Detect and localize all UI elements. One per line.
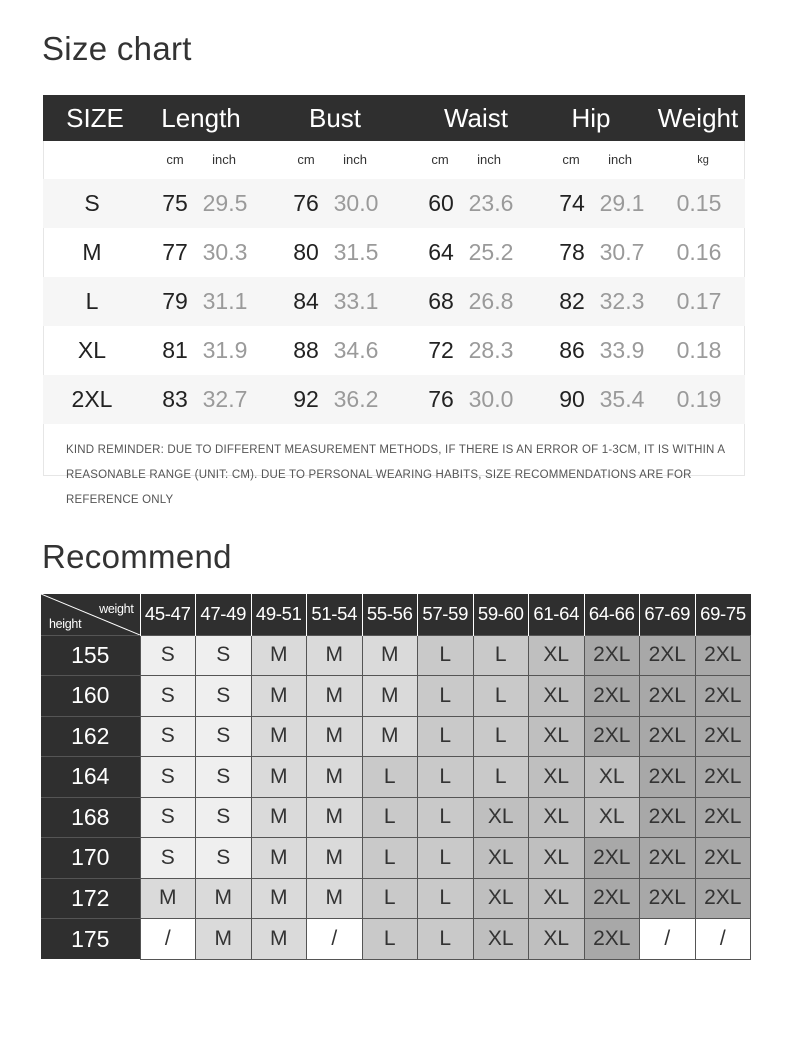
size-cell-weight: 0.16	[676, 239, 722, 265]
recommended-size-cell: 2XL	[640, 797, 696, 838]
recommended-size-cell: 2XL	[584, 838, 640, 879]
size-row	[43, 228, 745, 277]
recommended-size-cell: XL	[529, 635, 585, 676]
recommended-size-cell: M	[307, 676, 363, 717]
weight-range-header: 45-47	[140, 594, 196, 635]
size-cell-hip-cm: 86	[559, 337, 585, 363]
size-chart-header	[43, 95, 745, 141]
size-cell-weight: 0.17	[676, 288, 722, 314]
weight-range-header: 67-69	[640, 594, 696, 635]
recommended-size-cell: L	[418, 676, 474, 717]
recommended-size-cell: L	[362, 878, 418, 919]
weight-range-header: 57-59	[418, 594, 474, 635]
header-weight: Weight	[657, 103, 739, 133]
height-row	[41, 797, 751, 838]
size-cell-bust-cm: 92	[293, 386, 319, 412]
height-label: 172	[41, 878, 140, 919]
recommended-size-cell: S	[196, 635, 252, 676]
recommended-size-cell: S	[140, 757, 196, 798]
recommended-size-cell: M	[140, 878, 196, 919]
recommended-size-cell: L	[418, 797, 474, 838]
weight-range-header: 69-75	[695, 594, 751, 635]
size-cell-length-in: 30.3	[202, 239, 248, 265]
recommended-size-cell: M	[307, 716, 363, 757]
recommended-size-cell: 2XL	[584, 716, 640, 757]
header-size: SIZE	[66, 103, 124, 133]
recommended-size-cell: S	[196, 757, 252, 798]
recommended-size-cell: L	[362, 838, 418, 879]
size-cell-size: 2XL	[71, 386, 113, 412]
height-row	[41, 838, 751, 879]
header-length: Length	[161, 103, 241, 133]
size-cell-hip-in: 32.3	[599, 288, 645, 314]
recommended-size-cell: M	[251, 797, 307, 838]
recommended-size-cell: L	[473, 757, 529, 798]
recommended-size-cell: L	[473, 716, 529, 757]
height-label: 162	[41, 716, 140, 757]
size-cell-hip-in: 35.4	[599, 386, 645, 412]
recommended-size-cell: L	[362, 919, 418, 960]
recommended-size-cell: L	[362, 757, 418, 798]
recommended-size-cell: 2XL	[584, 676, 640, 717]
recommended-size-cell: 2XL	[695, 797, 751, 838]
recommended-size-cell: M	[196, 878, 252, 919]
recommended-size-cell: XL	[473, 797, 529, 838]
recommended-size-cell: S	[140, 676, 196, 717]
size-cell-bust-in: 33.1	[333, 288, 379, 314]
unit-bust-cm: cm	[297, 152, 315, 167]
recommended-size-cell: L	[418, 635, 474, 676]
height-label: 155	[41, 635, 140, 676]
size-cell-length-in: 31.9	[202, 337, 248, 363]
size-cell-waist-cm: 68	[428, 288, 454, 314]
unit-bust-inch: inch	[343, 152, 367, 167]
recommended-size-cell: M	[251, 838, 307, 879]
size-cell-bust-cm: 88	[293, 337, 319, 363]
recommended-size-cell: /	[640, 919, 696, 960]
recommended-size-cell: S	[196, 676, 252, 717]
size-cell-waist-in: 30.0	[468, 386, 514, 412]
weight-range-header: 51-54	[307, 594, 363, 635]
recommended-size-cell: S	[196, 716, 252, 757]
recommended-size-cell: 2XL	[584, 919, 640, 960]
size-cell-waist-in: 23.6	[468, 190, 514, 216]
recommended-size-cell: 2XL	[584, 635, 640, 676]
recommended-size-cell: 2XL	[695, 635, 751, 676]
size-row	[43, 277, 745, 326]
recommended-size-cell: M	[196, 919, 252, 960]
size-cell-waist-cm: 76	[428, 386, 454, 412]
size-cell-bust-cm: 76	[293, 190, 319, 216]
header-hip: Hip	[571, 103, 611, 133]
recommended-size-cell: L	[418, 716, 474, 757]
size-cell-waist-cm: 64	[428, 239, 454, 265]
recommended-size-cell: M	[362, 635, 418, 676]
recommended-size-cell: M	[307, 757, 363, 798]
unit-hip-inch: inch	[608, 152, 632, 167]
recommended-size-cell: M	[251, 635, 307, 676]
recommended-size-cell: M	[362, 676, 418, 717]
height-row	[41, 635, 751, 676]
size-chart-title: Size chart	[42, 30, 192, 67]
weight-range-header: 49-51	[251, 594, 307, 635]
weight-range-header: 64-66	[584, 594, 640, 635]
recommended-size-cell: 2XL	[640, 878, 696, 919]
size-cell-length-in: 32.7	[202, 386, 248, 412]
recommended-size-cell: 2XL	[695, 757, 751, 798]
recommend-title: Recommend	[42, 538, 232, 575]
recommended-size-cell: XL	[529, 716, 585, 757]
size-cell-bust-in: 30.0	[333, 190, 379, 216]
recommended-size-cell: XL	[584, 757, 640, 798]
height-row	[41, 676, 751, 717]
size-cell-waist-in: 28.3	[468, 337, 514, 363]
size-cell-length-in: 31.1	[202, 288, 248, 314]
recommended-size-cell: M	[362, 716, 418, 757]
unit-weight-kg: kg	[697, 154, 709, 166]
size-cell-hip-cm: 90	[559, 386, 585, 412]
recommended-size-cell: S	[140, 716, 196, 757]
recommended-size-cell: M	[251, 757, 307, 798]
recommended-size-cell: 2XL	[640, 757, 696, 798]
size-cell-hip-cm: 82	[559, 288, 585, 314]
recommended-size-cell: L	[473, 635, 529, 676]
size-cell-bust-in: 36.2	[333, 386, 379, 412]
header-bust: Bust	[308, 103, 362, 133]
size-cell-length-in: 29.5	[202, 190, 248, 216]
recommended-size-cell: S	[140, 635, 196, 676]
recommended-size-cell: XL	[473, 878, 529, 919]
recommended-size-cell: S	[140, 797, 196, 838]
unit-waist-inch: inch	[477, 152, 501, 167]
recommended-size-cell: L	[418, 838, 474, 879]
size-cell-hip-in: 30.7	[599, 239, 645, 265]
size-cell-waist-cm: 72	[428, 337, 454, 363]
size-row	[43, 179, 745, 228]
weight-range-header: 59-60	[473, 594, 529, 635]
size-cell-length-cm: 77	[162, 239, 188, 265]
weight-range-header: 55-56	[362, 594, 418, 635]
recommended-size-cell: 2XL	[640, 676, 696, 717]
recommended-size-cell: S	[196, 838, 252, 879]
size-cell-weight: 0.15	[676, 190, 722, 216]
size-cell-waist-in: 25.2	[468, 239, 514, 265]
unit-hip-cm: cm	[562, 152, 580, 167]
recommended-size-cell: 2XL	[695, 716, 751, 757]
unit-waist-cm: cm	[431, 152, 449, 167]
weight-header-row	[41, 594, 751, 635]
recommended-size-cell: XL	[473, 919, 529, 960]
height-row	[41, 919, 751, 960]
recommended-size-cell: XL	[529, 838, 585, 879]
grid-corner	[41, 594, 140, 635]
recommended-size-cell: M	[251, 676, 307, 717]
corner-height-label: height	[49, 616, 82, 631]
weight-range-header: 61-64	[529, 594, 585, 635]
size-cell-size: S	[84, 190, 100, 216]
recommended-size-cell: XL	[584, 797, 640, 838]
recommended-size-cell: /	[307, 919, 363, 960]
size-cell-hip-in: 29.1	[599, 190, 645, 216]
size-cell-size: L	[85, 288, 99, 314]
kind-reminder-note: KIND REMINDER: DUE TO DIFFERENT MEASUREMENT METHODS, IF THERE IS AN ERROR OF 1-3CM, IT IS WITHIN A REASONABLE RANGE (UNIT: CM). DUE TO PERSONAL WEARING HABITS, SIZE RECOMMENDATIONS ARE FOR REFERENCE ONLY	[66, 444, 725, 506]
recommended-size-cell: L	[418, 878, 474, 919]
unit-length-inch: inch	[212, 152, 236, 167]
size-cell-bust-in: 31.5	[333, 239, 379, 265]
recommended-size-cell: 2XL	[640, 635, 696, 676]
size-cell-bust-cm: 84	[293, 288, 319, 314]
recommended-size-cell: M	[251, 878, 307, 919]
size-cell-waist-cm: 60	[428, 190, 454, 216]
recommended-size-cell: XL	[529, 919, 585, 960]
recommended-size-cell: L	[473, 676, 529, 717]
size-row	[43, 375, 745, 424]
recommended-size-cell: M	[307, 797, 363, 838]
size-cell-weight: 0.18	[676, 337, 722, 363]
size-cell-weight: 0.19	[676, 386, 722, 412]
recommended-size-cell: /	[140, 919, 196, 960]
height-label: 160	[41, 676, 140, 717]
size-cell-hip-in: 33.9	[599, 337, 645, 363]
recommended-size-cell: S	[140, 838, 196, 879]
recommended-size-cell: XL	[529, 878, 585, 919]
height-label: 170	[41, 838, 140, 879]
recommend-grid	[41, 594, 751, 960]
height-row	[41, 757, 751, 798]
recommended-size-cell: XL	[529, 797, 585, 838]
recommended-size-cell: XL	[529, 676, 585, 717]
size-cell-size: M	[82, 239, 102, 265]
recommended-size-cell: L	[418, 757, 474, 798]
recommended-size-cell: M	[307, 838, 363, 879]
recommended-size-cell: L	[362, 797, 418, 838]
recommended-size-cell: M	[251, 716, 307, 757]
size-cell-length-cm: 79	[162, 288, 188, 314]
recommended-size-cell: /	[695, 919, 751, 960]
recommended-size-cell: 2XL	[584, 878, 640, 919]
size-row	[43, 326, 745, 375]
recommended-size-cell: M	[251, 919, 307, 960]
recommended-size-cell: M	[307, 878, 363, 919]
recommended-size-cell: L	[418, 919, 474, 960]
height-row	[41, 716, 751, 757]
recommended-size-cell: XL	[529, 757, 585, 798]
unit-length-cm: cm	[166, 152, 184, 167]
size-cell-length-cm: 83	[162, 386, 188, 412]
size-cell-bust-cm: 80	[293, 239, 319, 265]
recommended-size-cell: 2XL	[640, 838, 696, 879]
weight-range-header: 47-49	[196, 594, 252, 635]
recommended-size-cell: M	[307, 635, 363, 676]
size-cell-waist-in: 26.8	[468, 288, 514, 314]
size-cell-length-cm: 81	[162, 337, 188, 363]
size-cell-length-cm: 75	[162, 190, 188, 216]
recommended-size-cell: S	[196, 797, 252, 838]
recommended-size-cell: XL	[473, 838, 529, 879]
height-label: 175	[41, 919, 140, 960]
size-cell-size: XL	[77, 337, 107, 363]
recommended-size-cell: 2XL	[695, 838, 751, 879]
header-waist: Waist	[443, 103, 509, 133]
recommended-size-cell: 2XL	[695, 878, 751, 919]
corner-weight-label: weight	[99, 602, 134, 616]
recommended-size-cell: 2XL	[640, 716, 696, 757]
recommended-size-cell: 2XL	[695, 676, 751, 717]
units-row	[43, 141, 745, 177]
height-row	[41, 878, 751, 919]
height-label: 168	[41, 797, 140, 838]
size-cell-hip-cm: 74	[559, 190, 585, 216]
size-cell-hip-cm: 78	[559, 239, 585, 265]
size-cell-bust-in: 34.6	[333, 337, 379, 363]
height-label: 164	[41, 757, 140, 798]
